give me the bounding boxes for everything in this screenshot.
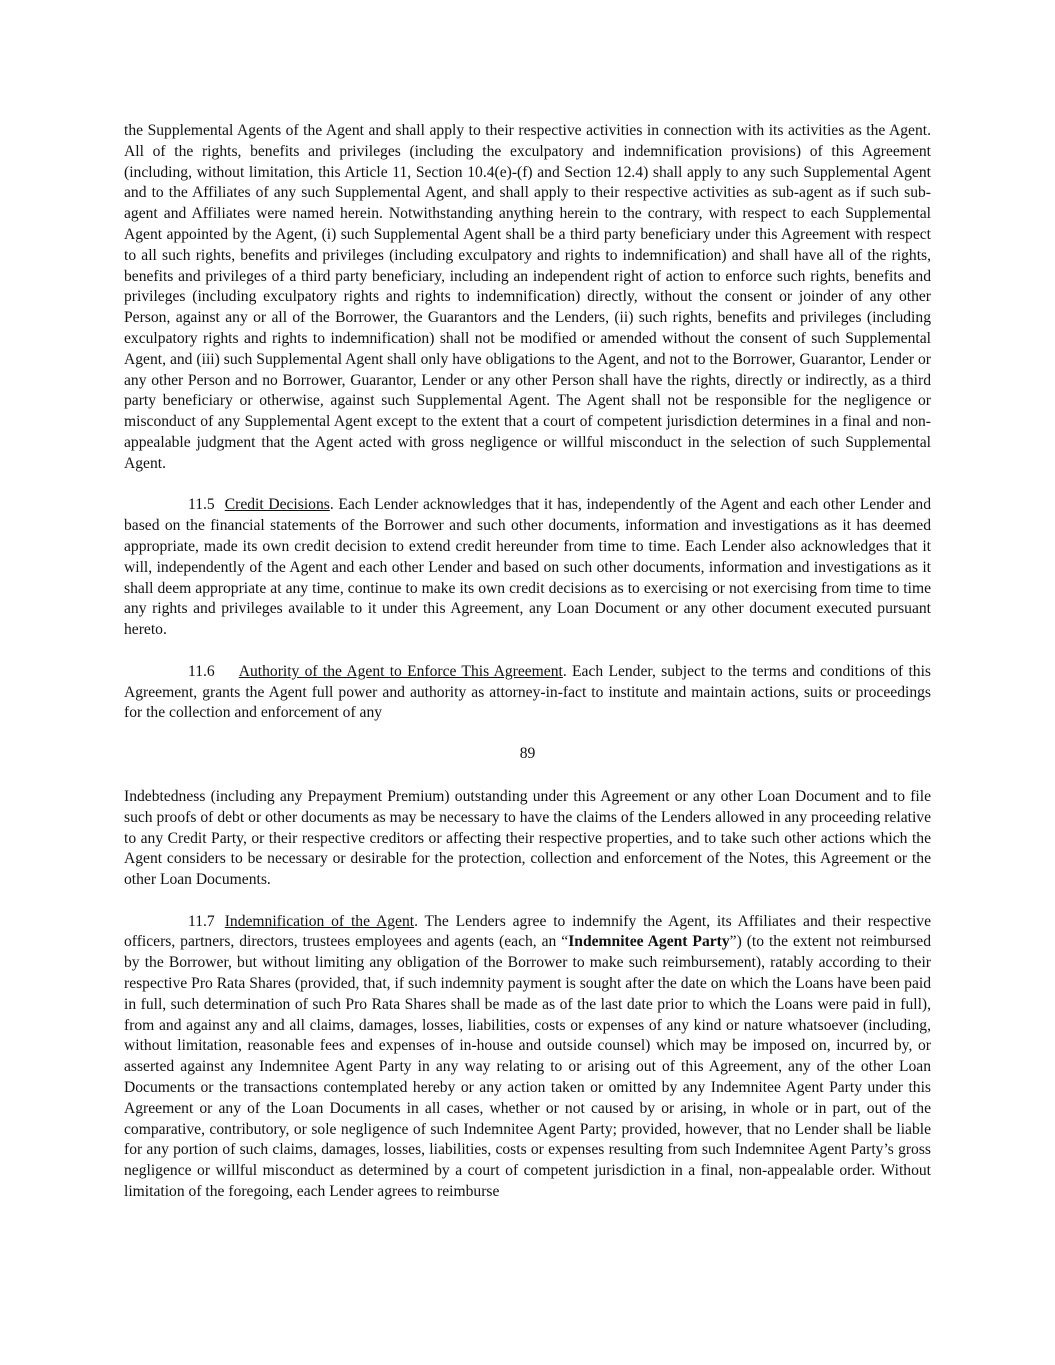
defined-term: Indemnitee Agent Party bbox=[568, 933, 730, 951]
paragraph-indebtedness-continued: Indebtedness (including any Prepayment Premium) outstanding under this Agreement or any other Loan Document and to file such proofs of debt or other documents as may be necessary to have the claims of the Lenders allowed in any proceeding relative to any Credit Party, or their respective creditors or affecting their respective properties, and to take such other actions which the Agent considers to be necessary or desirable for the protection, collection and enforcement of the Notes, this Agreement or the other Loan Documents. bbox=[124, 787, 931, 889]
section-heading: Credit Decisions bbox=[224, 496, 330, 514]
section-heading: Authority of the Agent to Enforce This Agreement bbox=[238, 662, 563, 680]
section-number: 11.6 bbox=[188, 662, 215, 680]
section-11-5 bbox=[124, 495, 931, 641]
section-body: . Each Lender, subject to the terms and conditions of this Agreement, grants the Agent full power and authority as attorney-in-fact to institute and maintain actions, suits or proceedings for the collection and enforcement of any bbox=[124, 662, 931, 722]
section-11-6 bbox=[124, 662, 931, 724]
section-body-part-2: ”) (to the extent not reimbursed by the Borrower, but without limiting any obligation of the Borrower to make such reimbursement), ratably according to their respective Pro Rata Shares (provided, that, if such indemnity payment is sought after the date on which the Loans have been paid in full, such determination of such Pro Rata Shares shall be made as of the last date prior to which the Loans were paid in full), from and against any and all claims, damages, losses, liabilities, costs or expenses of any kind or nature whatsoever (including, without limitation, reasonable fees and expenses of in-house and outside counsel) which may be imposed on, incurred by, or asserted against any Indemnitee Agent Party in any way relating to or arising out of this Agreement, any of the other Loan Documents or the transactions contemplated hereby or any action taken or omitted by any Indemnitee Agent Party under this Agreement or any of the Loan Documents in all cases, whether or not caused by or arising, in whole or in part, out of the comparative, contributory, or sole negligence of such Indemnitee Agent Party; provided, however, that no Lender shall be liable for any portion of such claims, damages, losses, liabilities, costs or expenses resulting from such Indemnitee Agent Party’s gross negligence or willful misconduct as determined by a court of competent jurisdiction in a final, non-appealable order. Without limitation of the foregoing, each Lender agrees to reimburse bbox=[124, 933, 931, 1201]
page-number: 89 bbox=[519, 745, 536, 763]
document-page bbox=[124, 121, 931, 1203]
paragraph-supplemental-agents: the Supplemental Agents of the Agent and shall apply to their respective activities in connection with its activities as the Agent. All of the rights, benefits and privileges (including the exculpatory and indemnification provisions) of this Agreement (including, without limitation, this Article 11, Section 10.4(e)-(f) and Section 12.4) shall apply to any such Supplemental Agent and to the Affiliates of any such Supplemental Agent, and shall apply to their respective activities as sub-agent as if such sub-agent and Affiliates were named herein. Notwithstanding anything herein to the contrary, with respect to each Supplemental Agent appointed by the Agent, (i) such Supplemental Agent shall be a third party beneficiary under this Agreement with respect to all such rights, benefits and privileges (including exculpatory and rights to indemnification) and shall have all of the rights, benefits and privileges of a third party beneficiary, including an independent right of action to enforce such rights, benefits and privileges (including exculpatory rights and rights to indemnification) directly, without the consent or joinder of any other Person, against any or all of the Borrower, the Guarantors and the Lenders, (ii) such rights, benefits and privileges (including exculpatory rights and rights to indemnification) shall not be modified or amended without the consent of such Supplemental Agent, and (iii) such Supplemental Agent shall only have obligations to the Agent, and not to the Borrower, Guarantor, Lender or any other Person and no Borrower, Guarantor, Lender or any other Person shall have the rights, directly or indirectly, as a third party beneficiary or otherwise, against such Supplemental Agent. The Agent shall not be responsible for the negligence or misconduct of any Supplemental Agent except to the extent that a court of competent jurisdiction determines in a final and non-appealable judgment that the Agent acted with gross negligence or willful misconduct in the selection of such Supplemental Agent. bbox=[124, 122, 931, 472]
section-number: 11.5 bbox=[188, 496, 215, 514]
section-body-part-1: . The Lenders agree to indemnify the Agent, its Affiliates and their respective officers, partners, directors, trustees employees and agents (each, an “ bbox=[124, 912, 931, 951]
section-number: 11.7 bbox=[188, 912, 215, 930]
section-body: . Each Lender acknowledges that it has, independently of the Agent and each other Lender and based on the financial statements of the Borrower and such other documents, information and investigations as it has deemed appropriate, made its own credit decision to extend credit hereunder from time to time. Each Lender also acknowledges that it will, independently of the Agent and each other Lender and based on such other documents, information and investigations as it shall deem appropriate at any time, continue to make its own credit decisions as to exercising or not exercising from time to time any rights and privileges available to it under this Agreement, any Loan Document or any other document executed pursuant hereto. bbox=[124, 496, 932, 639]
section-11-7 bbox=[124, 912, 931, 1203]
section-heading: Indemnification of the Agent bbox=[224, 912, 415, 930]
